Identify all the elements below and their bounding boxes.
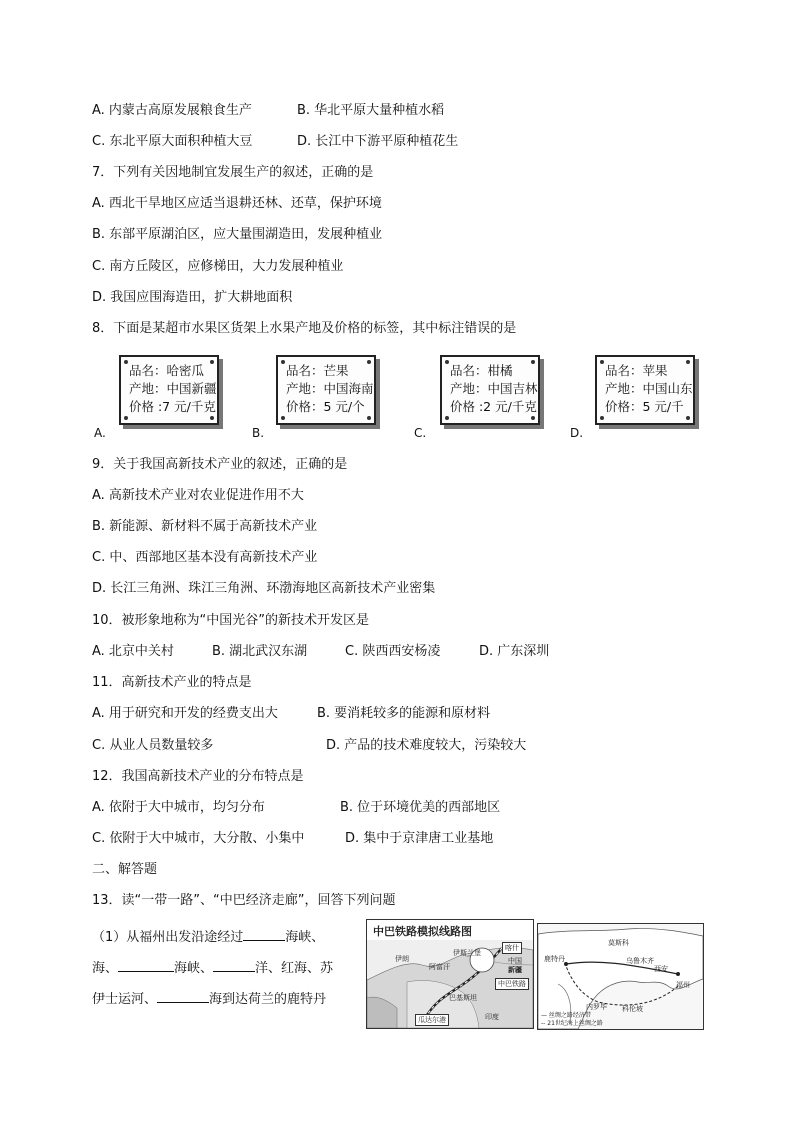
q11-option-b: B. 要消耗较多的能源和原材料 bbox=[317, 706, 491, 721]
answer-blank-2[interactable] bbox=[118, 957, 174, 972]
q11-option-d: D. 产品的技术难度较大，污染较大 bbox=[326, 738, 527, 753]
q9-option-d: D. 长江三角洲、珠江三角洲、环渤海地区高新技术产业密集 bbox=[92, 581, 436, 596]
q7-option-a: A. 西北干旱地区应适当退耕还林、还草，保护环境 bbox=[92, 196, 382, 211]
q6-option-d: D. 长江中下游平原种植花生 bbox=[297, 134, 459, 149]
card-c-origin: 产地：中国吉林 bbox=[450, 381, 538, 396]
legend-maritime-silk-road-text: 21世纪海上丝绸之路 bbox=[547, 1020, 603, 1027]
card-c-name: 品名：柑橘 bbox=[450, 363, 513, 378]
q13-line3-text-a: 伊士运河、 bbox=[92, 992, 158, 1007]
map-label-kashgar: 喀什 bbox=[502, 942, 522, 954]
q9-option-a: A. 高新技术产业对农业促进作用不大 bbox=[92, 488, 304, 503]
card-b-name: 品名：芒果 bbox=[286, 363, 349, 378]
map-label-nairobi: 内罗毕 bbox=[586, 1003, 607, 1011]
map-label-iran: 伊朗 bbox=[395, 955, 409, 963]
legend-silk-road-belt-text: 丝绸之路经济带 bbox=[548, 1012, 591, 1019]
q12-option-d: D. 集中于京津唐工业基地 bbox=[345, 831, 494, 846]
map-label-colombo: 科伦坡 bbox=[622, 1005, 643, 1013]
q8-stem: 8．下面是某超市水果区货架上水果产地及价格的标签，其中标注错误的是 bbox=[92, 321, 517, 336]
q13-stem: 13．读“一带一路”、“中巴经济走廊”，回答下列问题 bbox=[92, 893, 396, 908]
fruit-label-card-d bbox=[595, 355, 695, 425]
answer-blank-1[interactable] bbox=[243, 926, 285, 941]
q12-option-b: B. 位于环境优美的西部地区 bbox=[340, 800, 501, 815]
q10-option-c: C. 陕西西安杨凌 bbox=[345, 644, 441, 659]
card-b-price: 价格：5 元/个 bbox=[286, 399, 365, 414]
map-label-urumqi: 乌鲁木齐 bbox=[626, 957, 654, 965]
q7-option-c: C. 南方丘陵区，应修梯田，大力发展种植业 bbox=[92, 259, 344, 274]
map-label-rotterdam: 鹿特丹 bbox=[544, 955, 565, 963]
q6-option-a: A. 内蒙古高原发展粮食生产 bbox=[92, 103, 252, 118]
q10-stem: 10．被形象地称为“中国光谷”的新技术开发区是 bbox=[92, 613, 370, 628]
map-label-islamabad: 伊斯兰堡 bbox=[453, 949, 481, 957]
map-label-xinjiang: 新疆 bbox=[508, 966, 522, 974]
railway-map-title: 中巴铁路模拟线路图 bbox=[373, 925, 472, 938]
map-label-afghanistan: 阿富汗 bbox=[429, 963, 450, 971]
card-b-letter: B. bbox=[252, 426, 265, 440]
q6-option-b: B. 华北平原大量种植水稻 bbox=[297, 103, 445, 118]
card-d-name: 品名：苹果 bbox=[605, 363, 668, 378]
card-d-origin: 产地：中国山东 bbox=[605, 381, 693, 396]
belt-and-road-map bbox=[537, 923, 704, 1030]
fruit-label-card-a bbox=[119, 355, 219, 425]
section-heading: 二、解答题 bbox=[92, 862, 158, 877]
map-label-pakistan: 巴基斯坦 bbox=[449, 994, 477, 1002]
q13-line3-text-b: 海到达荷兰的鹿特丹 bbox=[209, 992, 327, 1007]
map-label-india: 印度 bbox=[485, 1013, 499, 1021]
card-c-letter: C. bbox=[414, 426, 427, 440]
q9-option-c: C. 中、西部地区基本没有高新技术产业 bbox=[92, 550, 318, 565]
q7-stem: 7．下列有关因地制宜发展生产的叙述，正确的是 bbox=[92, 165, 374, 180]
q10-option-a: A. 北京中关村 bbox=[92, 644, 174, 659]
card-b-origin: 产地：中国海南 bbox=[286, 381, 374, 396]
q12-stem: 12．我国高新技术产业的分布特点是 bbox=[92, 769, 304, 784]
card-a-letter: A. bbox=[94, 426, 106, 440]
q7-option-d: D. 我国应围海造田，扩大耕地面积 bbox=[92, 290, 293, 305]
legend-silk-road-belt: — 丝绸之路经济带 bbox=[541, 1012, 591, 1019]
fruit-label-card-b bbox=[276, 355, 376, 425]
map-label-gwadar: 瓜达尔港 bbox=[415, 1014, 449, 1026]
q11-stem: 11．高新技术产业的特点是 bbox=[92, 675, 252, 690]
q13-line2-text-a: 海、 bbox=[92, 961, 119, 976]
china-pakistan-railway-map bbox=[366, 919, 534, 1029]
q9-stem: 9．关于我国高新技术产业的叙述，正确的是 bbox=[92, 457, 348, 472]
q12-option-a: A. 依附于大中城市，均匀分布 bbox=[92, 800, 265, 815]
q7-option-b: B. 东部平原湖泊区，应大量围湖造田，发展种植业 bbox=[92, 227, 383, 242]
card-a-price: 价格 :7 元/千克 bbox=[129, 399, 216, 414]
card-a-name: 品名：哈密瓜 bbox=[129, 363, 205, 378]
card-c-price: 价格 :2 元/千克 bbox=[450, 399, 537, 414]
q13-line-1 bbox=[92, 926, 324, 947]
q13-line2-text-b: 海峡、 bbox=[174, 961, 214, 976]
q13-line-3 bbox=[92, 988, 326, 1009]
legend-maritime-silk-road: -- 21世纪海上丝绸之路 bbox=[541, 1020, 603, 1027]
answer-blank-3[interactable] bbox=[213, 957, 255, 972]
answer-blank-4[interactable] bbox=[157, 988, 209, 1003]
q10-option-d: D. 广东深圳 bbox=[479, 644, 550, 659]
map-label-railway: 中巴铁路 bbox=[495, 978, 529, 990]
q13-line1-text-a: （1）从福州出发沿途经过 bbox=[92, 930, 244, 945]
q10-option-b: B. 湖北武汉东湖 bbox=[212, 644, 308, 659]
map-label-china: 中国 bbox=[508, 957, 522, 965]
q12-option-c: C. 依附于大中城市，大分散、小集中 bbox=[92, 831, 305, 846]
fruit-label-card-c bbox=[440, 355, 540, 425]
q13-line1-text-b: 海峡、 bbox=[285, 930, 325, 945]
q13-line-2 bbox=[92, 957, 333, 978]
card-d-letter: D. bbox=[570, 426, 584, 440]
map-label-fuzhou: 福州 bbox=[676, 981, 690, 989]
q11-option-a: A. 用于研究和开发的经费支出大 bbox=[92, 706, 278, 721]
q13-line2-text-c: 洋、红海、苏 bbox=[255, 961, 334, 976]
card-a-origin: 产地：中国新疆 bbox=[129, 381, 217, 396]
map-label-moscow: 莫斯科 bbox=[608, 939, 629, 947]
map-label-xian: 西安 bbox=[654, 965, 668, 973]
q9-option-b: B. 新能源、新材料不属于高新技术产业 bbox=[92, 519, 318, 534]
card-d-price: 价格：5 元/千 bbox=[605, 399, 684, 414]
q6-option-c: C. 东北平原大面积种植大豆 bbox=[92, 134, 253, 149]
q11-option-c: C. 从业人员数量较多 bbox=[92, 738, 214, 753]
